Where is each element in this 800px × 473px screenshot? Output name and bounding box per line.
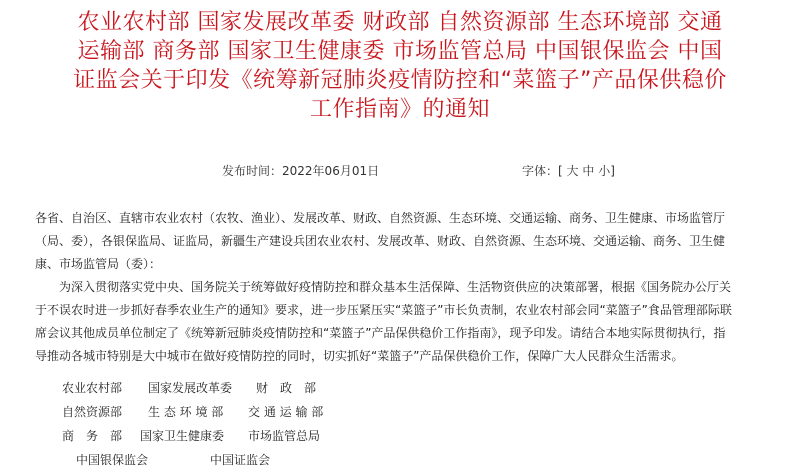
font-size-medium-button[interactable]: 中 [582, 164, 595, 178]
publish-label: 发布时间： [222, 164, 283, 178]
signatory: 国家卫生健康委 [140, 429, 225, 443]
signatory: 自然资源部 [62, 405, 123, 419]
signatory: 生 态 环 境 部 [148, 405, 224, 419]
font-size-switcher [522, 162, 615, 179]
addressee-line: （局、委），各银保监局、证监局，新疆生产建设兵团农业农村、发展改革、财政、自然资源、生态环境、交通运输、商务、卫生健 [35, 234, 726, 248]
font-size-small-button[interactable]: 小 [598, 164, 611, 178]
paragraph-line: 导推动各城市特别是大中城市在做好疫情防控的同时，切实抓好“菜篮子”产品保供稳价工作，保障广大人民群众生活需求。 [35, 349, 684, 363]
signatory: 中国证监会 [210, 453, 271, 467]
paragraph-line: 席会议其他成员单位制定了《统筹新冠肺炎疫情防控和“菜篮子”产品保供稳价工作指南》，现予印发。请结合本地实际贯彻执行，指 [35, 326, 726, 340]
notice-body [35, 207, 770, 368]
signatory: 国家发展改革委 [148, 381, 233, 395]
title-line-4: 工作指南》的通知 [309, 97, 490, 122]
font-size-close-bracket: ] [610, 164, 615, 178]
title-line-1: 农业农村部 国家发展改革委 财政部 自然资源部 生态环境部 交通 [77, 10, 723, 35]
font-size-label: 字体：[ [522, 164, 563, 178]
signatory: 农业农村部 [62, 381, 123, 395]
addressee-line: 康、市场监管局（委）： [35, 257, 162, 271]
signatory: 市场监管总局 [248, 429, 321, 443]
title-line-2: 运输部 商务部 国家卫生健康委 市场监管总局 中国银保监会 中国 [77, 39, 723, 64]
notice-title [20, 8, 780, 124]
paragraph-line: 为深入贯彻落实党中央、国务院关于统筹做好疫情防控和群众基本生活保障、生活物资供应的决策部署，根据《国务院办公厅关 [59, 280, 732, 294]
signatory: 中国银保监会 [76, 453, 149, 467]
signatory: 交 通 运 输 部 [248, 405, 324, 419]
addressee-line: 各省、自治区、直辖市农业农村（农牧、渔业）、发展改革、财政、自然资源、生态环境、交通运输、商务、卫生健康、市场监管厅 [35, 211, 726, 225]
signatory: 财 政 部 [256, 381, 317, 395]
publish-date-value: 2022年06月01日 [282, 164, 380, 178]
paragraph-line: 于不误农时进一步抓好春季农业生产的通知》要求，进一步压紧压实“菜篮子”市长负责制，农业农村部会同“菜篮子”食品管理部际联 [35, 303, 732, 317]
title-line-3: 证监会关于印发《统筹新冠肺炎疫情防控和“菜篮子”产品保供稳价 [73, 68, 727, 93]
signatory: 商 务 部 [62, 429, 123, 443]
publish-date [222, 162, 379, 179]
font-size-large-button[interactable]: 大 [566, 164, 579, 178]
meta-bar [0, 160, 800, 180]
